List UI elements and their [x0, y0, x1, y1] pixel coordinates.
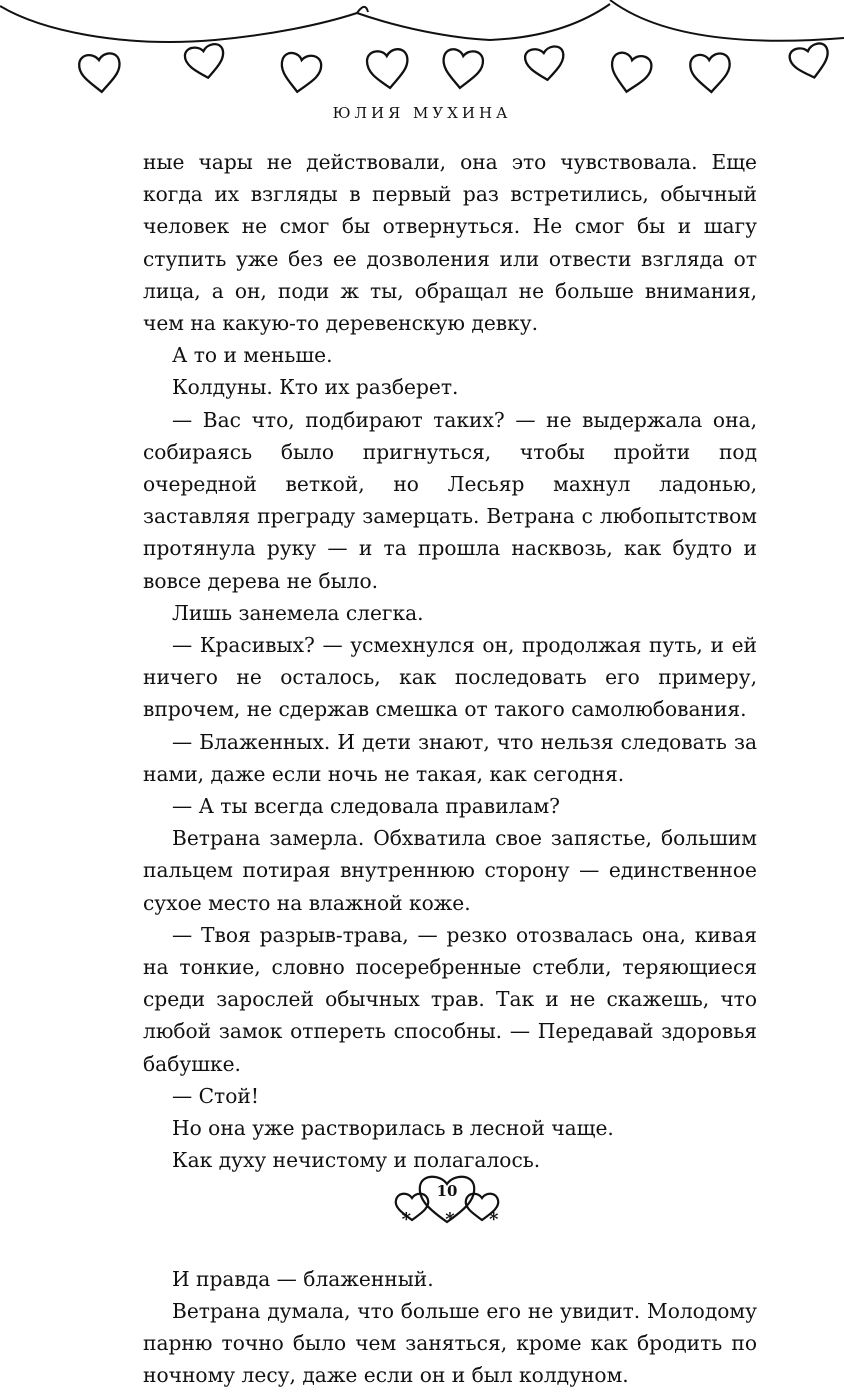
running-header-author: ЮЛИЯ МУХИНА [332, 104, 512, 122]
paragraph: Колдуны. Кто их разберет. [172, 375, 459, 400]
paragraph: — Вас что, подбирают таких? — не выдержала она, собираясь было пригнуться, чтобы пройти под очередной веткой, но Лесьяр махнул ладонью, заставляя преграду замерцать. Ветрана с любопытством протянула руку — и та прошла насквозь, как будто и вовсе дерева не было. [143, 407, 757, 593]
heart-garland-decoration [0, 0, 844, 110]
heart-icon [788, 42, 833, 82]
paragraph: — А ты всегда следовала правилам? [172, 794, 560, 819]
heart-icon [184, 43, 227, 81]
heart-icon [608, 51, 653, 95]
heart-icon [441, 48, 484, 90]
paragraph: ные чары не действовали, она это чувствовала. Еще когда их взгляды в первый раз встретились, обычный человек не смог бы отвернуться. Не смог бы и шагу ступить уже без ее дозволения или отвести взгляда от лица, а он, поди ж ты, обращал не больше внимания, чем на какую-то деревенскую девку. [143, 150, 757, 336]
paragraph: — Красивых? — усмехнулся он, продолжая путь, и ей ничего не осталось, как последовать его примеру, впрочем, не сдержав смешка от такого самолюбования. [143, 633, 757, 722]
heart-icon [278, 52, 322, 95]
heart-icon [690, 53, 732, 93]
paragraph: Лишь занемела слегка. [172, 600, 424, 625]
paragraph: — Блаженных. И дети знают, что нельзя следовать за нами, даже если ночь не такая, как сегодня. [143, 729, 757, 786]
hearts-ornament-icon [382, 1170, 512, 1230]
paragraph: Ветрана думала, что больше его не увидит. Молодому парню точно было чем заняться, кроме как бродить по ночному лесу, даже если он и был колдуном. [143, 1298, 757, 1388]
paragraph: И правда — блаженный. [172, 1266, 434, 1291]
paragraph: А то и меньше. [172, 343, 333, 368]
heart-icon [366, 48, 410, 90]
section-separator: * * * [401, 1208, 513, 1230]
paragraph: — Стой! [172, 1083, 259, 1108]
paragraph: — Твоя разрыв-трава, — резко отозвалась она, кивая на тонкие, словно посеребренные стебли, теряющиеся среди зарослей обычных трав. Так и не скажешь, что любой замок отпереть способны. — Передавай здоровья бабушке. [143, 922, 757, 1076]
paragraph: Ветрана замерла. Обхватила свое запястье, большим пальцем потирая внутреннюю сторону — единственное сухое место на влажной коже. [143, 826, 757, 915]
heart-icon [78, 53, 122, 94]
page-number: 10 [436, 1182, 458, 1200]
heart-icon [524, 45, 567, 82]
paragraph: Но она уже растворилась в лесной чаще. [172, 1116, 614, 1141]
page-footer [382, 1170, 512, 1230]
paragraph: Как духу нечистому и полагалось. [172, 1148, 541, 1173]
